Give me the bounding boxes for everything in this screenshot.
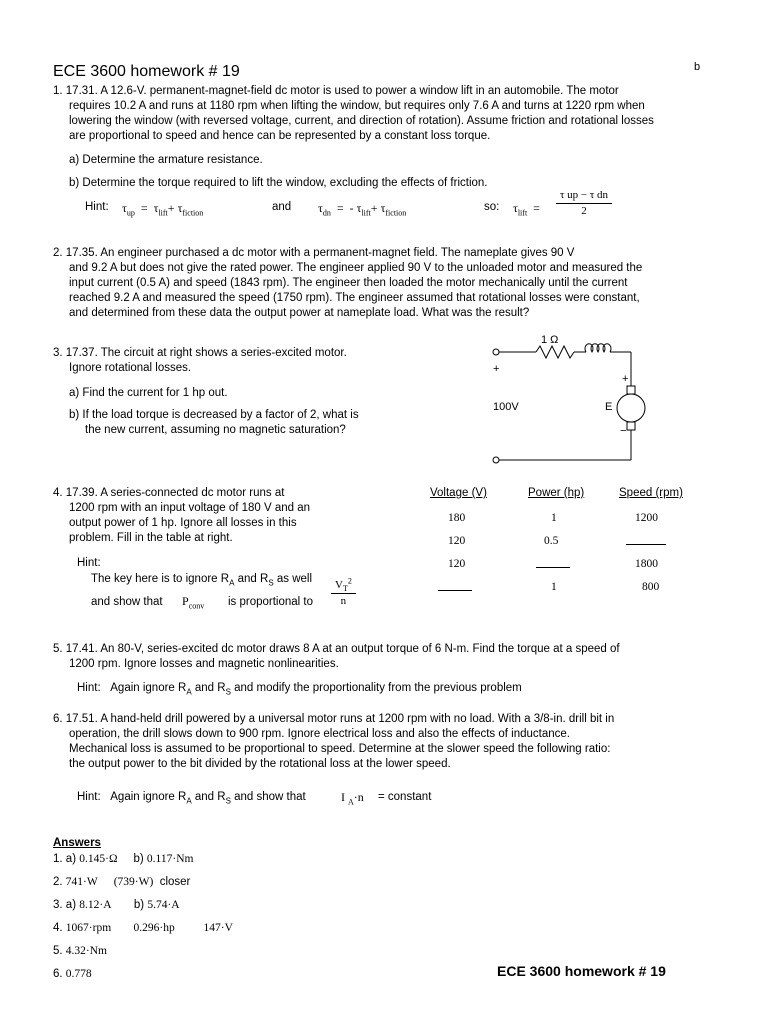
- table-cell: 1: [551, 581, 557, 593]
- table-header-speed: Speed (rpm): [619, 487, 683, 499]
- emf-plus-sign: +: [622, 373, 629, 385]
- problem-4-text: [53, 486, 310, 546]
- table-header-voltage: Voltage (V): [430, 487, 487, 499]
- problem-1-hint-and: and: [272, 201, 292, 213]
- table-cell: 0.5: [544, 535, 559, 547]
- terminal-top: [493, 349, 499, 355]
- table-cell: 1800: [635, 558, 658, 570]
- fraction-numerator: $V_T^2$: [331, 578, 356, 594]
- problem-6-line: the output power to the bit divided by the rotational loss at the lower speed.: [69, 758, 451, 770]
- problem-2-line: 2. 17.35. An engineer purchased a dc motor with a permanent-magnet field. The nameplate gives 90 V: [53, 247, 575, 259]
- problem-3-part-b-line: b) If the load torque is decreased by a factor of 2, what is: [69, 409, 359, 421]
- problem-4-line: 4. 17.39. A series-connected dc motor runs at: [53, 487, 285, 499]
- problem-4-hint-label: Hint:: [77, 557, 101, 569]
- table-blank-voltage: [438, 590, 472, 591]
- problem-5-hint: Hint: Again ignore $R_A$ and $R_S$ and modify the proportionality from the previous problem: [77, 682, 522, 697]
- problem-1-line: requires 10.2 A and runs at 1180 rpm when lifting the window, but requires only 7.6 A and turns at 1220 rpm when: [69, 100, 645, 112]
- problem-3-part-b-line: the new current, assuming no magnetic saturation?: [85, 424, 346, 436]
- table-cell: 1200: [635, 512, 658, 524]
- answer-3: 3. a) 8.12·A b) 5.74·A: [53, 899, 180, 911]
- resistor-symbol: [536, 346, 574, 358]
- problem-1-hint-so: so:: [484, 201, 500, 213]
- table-cell: 800: [642, 581, 660, 593]
- problem-4-line: 1200 rpm with an input voltage of 180 V and an: [69, 502, 311, 514]
- problem-1-part-a: a) Determine the armature resistance.: [69, 154, 263, 166]
- table-cell: 1: [551, 512, 557, 524]
- problem-1-line: lowering the window (with reversed voltage, current, and direction of rotation). Assume friction and rotational losses: [69, 115, 654, 127]
- problem-2-line: reached 9.2 A and measured the speed (1750 rpm). The engineer assumed that rotational losses were constant,: [69, 292, 640, 304]
- emf-minus-sign: −: [620, 425, 627, 437]
- problem-1-fraction: [556, 188, 612, 219]
- problem-3-line: 3. 17.37. The circuit at right shows a series-excited motor.: [53, 347, 347, 359]
- answer-4: 4. 1067·rpm 0.296·hp 147·V: [53, 922, 233, 934]
- table-cell: 120: [448, 535, 466, 547]
- problem-3-line: Ignore rotational losses.: [69, 362, 192, 374]
- problem-4-hint-line2: and show that: [91, 596, 163, 608]
- answer-5: 5. 4.32·Nm: [53, 945, 108, 957]
- problem-4-line: problem. Fill in the table at right.: [69, 532, 233, 544]
- problem-6-hint-constant: = constant: [378, 791, 432, 803]
- fraction-denominator: 2: [581, 205, 587, 217]
- problem-1-hint-label: Hint:: [85, 201, 109, 213]
- fraction-numerator: τ up − τ dn: [556, 188, 612, 204]
- problem-6-hint: Hint: Again ignore $R_A$ and $R_S$ and show that: [77, 791, 306, 806]
- problem-1-text: [53, 84, 654, 144]
- problem-5-line: 1200 rpm. Ignore losses and magnetic nonlinearities.: [69, 658, 339, 670]
- problem-3-text: [53, 346, 347, 376]
- problem-1-hint-eq2: $\tau_{dn}$ = - $\tau_{lift}+ \tau_{fiction}$: [318, 201, 407, 218]
- problem-6-line: Mechanical loss is assumed to be proportional to speed. Determine at the slower speed the following ratio:: [69, 743, 611, 755]
- answer-1: 1. a) 0.145·Ω b) 0.117·Nm: [53, 853, 194, 865]
- problem-1-line: are proportional to speed and hence can be represented by a constant loss torque.: [69, 130, 491, 142]
- series-motor-circuit: [486, 332, 656, 467]
- field-coil-symbol: [585, 344, 611, 352]
- terminal-bottom: [493, 457, 499, 463]
- table-cell: 120: [448, 558, 466, 570]
- problem-4-hint-line1: The key here is to ignore $R_A$ and $R_S$ as well: [91, 573, 313, 588]
- fraction-denominator: n: [340, 595, 347, 607]
- problem-6-text: [53, 712, 614, 772]
- problem-2-text: [53, 246, 642, 321]
- problem-3-part-b: [69, 408, 359, 438]
- table-blank-speed: [626, 544, 666, 545]
- table-cell: 180: [448, 512, 466, 524]
- table-blank-power: [536, 567, 570, 568]
- problem-2-line: input current (0.5 A) and speed (1843 rpm). The engineer then loaded the motor mechanically until the current: [69, 277, 628, 289]
- problem-4-table: [430, 486, 700, 598]
- problem-1-hint-eq3: $\tau_{lift}$ =: [513, 201, 540, 218]
- footer-title: ECE 3600 homework # 19: [497, 963, 666, 979]
- problem-5-line: 5. 17.41. An 80-V, series-excited dc motor draws 8 A at an output torque of 6 N-m. Find the torque at a speed of: [53, 643, 620, 655]
- problem-3-part-a: a) Find the current for 1 hp out.: [69, 387, 228, 399]
- problem-4-hint-pconv: $P_{conv}$: [182, 594, 205, 611]
- source-voltage-label: 100V: [493, 401, 519, 413]
- emf-label: E: [605, 401, 613, 413]
- corner-mark: b: [694, 61, 701, 73]
- problem-1-hint-eq1: $\tau_{up} = \tau_{lift}+ \tau_{fiction}$: [122, 201, 204, 218]
- problem-1-line: 1. 17.31. A 12.6-V. permanent-magnet-field dc motor is used to power a window lift in an automobile. The motor: [53, 85, 619, 97]
- answers-heading: Answers: [53, 837, 101, 849]
- problem-1-part-b: b) Determine the torque required to lift the window, excluding the effects of friction.: [69, 177, 488, 189]
- answer-2: 2. 741·W (739·W) closer: [53, 876, 191, 888]
- problem-4-fraction: [331, 578, 356, 609]
- problem-6-line: operation, the drill slows down to 900 rpm. Ignore electrical loss and also the effects of inductance.: [69, 728, 570, 740]
- motor-symbol: [617, 394, 645, 422]
- problem-6-hint-formula: I $_A$·n: [341, 790, 364, 807]
- table-header-power: Power (hp): [528, 487, 585, 499]
- problem-2-line: and 9.2 A but does not give the rated power. The engineer applied 90 V to the unloaded motor and measured the: [69, 262, 643, 274]
- page-title: ECE 3600 homework # 19: [53, 63, 240, 80]
- problem-4-line: output power of 1 hp. Ignore all losses in this: [69, 517, 297, 529]
- source-plus-sign: +: [493, 363, 500, 375]
- problem-2-line: and determined from these data the output power at nameplate load. What was the result?: [69, 307, 530, 319]
- answer-6: 6. 0.778: [53, 968, 92, 980]
- resistor-label: 1 Ω: [541, 334, 559, 346]
- problem-5-text: [53, 642, 620, 672]
- problem-6-line: 6. 17.51. A hand-held drill powered by a universal motor runs at 1200 rpm with no load. With a 3/8-in. drill bit in: [53, 713, 615, 725]
- problem-4-hint-prop: is proportional to: [228, 596, 314, 608]
